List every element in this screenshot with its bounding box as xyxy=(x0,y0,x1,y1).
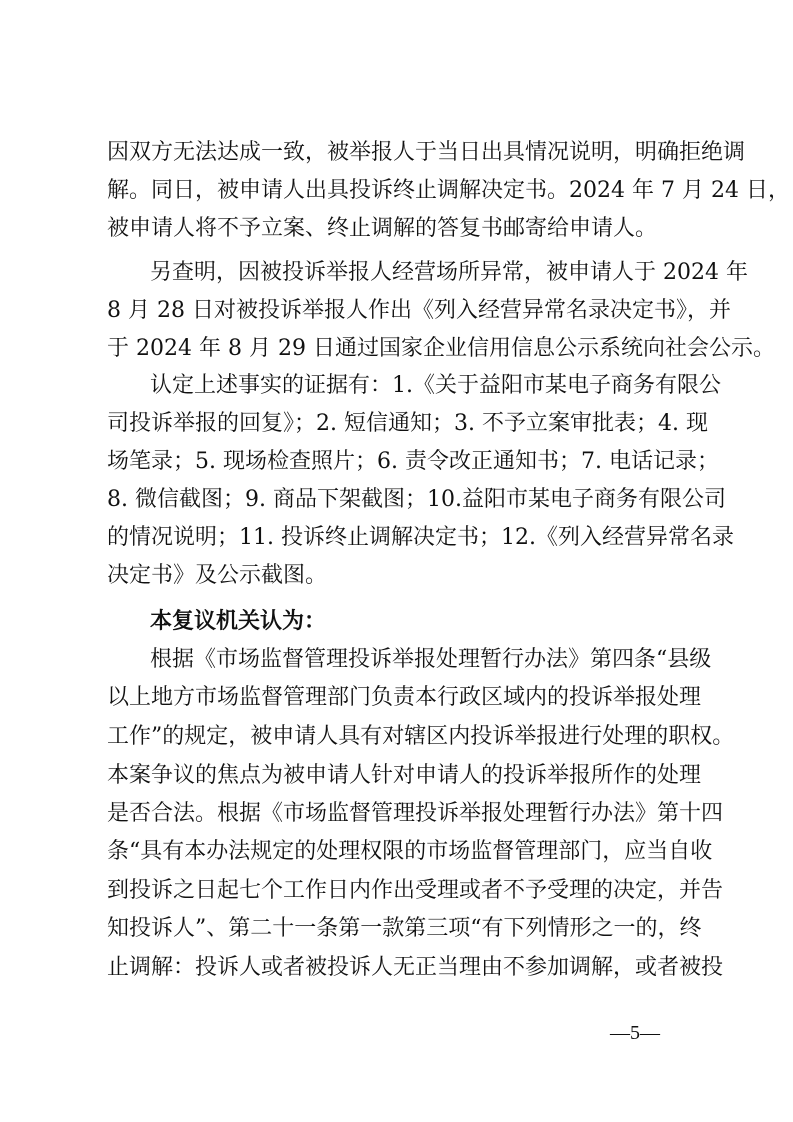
text-line: 根据《市场监督管理投诉举报处理暂行办法》第四条“县级 xyxy=(150,647,712,672)
text-line: 到投诉之日起七个工作日内作出受理或者不予受理的决定，并告 xyxy=(107,878,724,903)
text-line: 8. 微信截图；9. 商品下架截图；10.益阳市某电子商务有限公司 xyxy=(107,487,726,512)
text-line: 另查明，因被投诉举报人经营场所异常，被申请人于 2024 年 xyxy=(150,260,748,285)
text-line: 司投诉举报的回复》；2. 短信通知；3. 不予立案审批表；4. 现 xyxy=(107,411,708,436)
text-line: 的情况说明；11. 投诉终止调解决定书；12.《列入经营异常名录 xyxy=(107,525,734,550)
text-line: 工作”的规定，被申请人具有对辖区内投诉举报进行处理的职权。 xyxy=(107,724,735,749)
text-line: 认定上述事实的证据有：1.《关于益阳市某电子商务有限公 xyxy=(150,373,721,398)
text-line: 条“具有本办法规定的处理权限的市场监督管理部门，应当自收 xyxy=(107,839,713,864)
section-heading: 本复议机关认为： xyxy=(150,609,327,634)
text-line: 解。同日，被申请人出具投诉终止调解决定书。2024 年 7 月 24 日， xyxy=(107,178,790,203)
text-line: 知投诉人”、第二十一条第一款第三项“有下列情形之一的，终 xyxy=(107,916,702,941)
text-line: 决定书》及公示截图。 xyxy=(107,563,328,588)
text-line: 被申请人将不予立案、终止调解的答复书邮寄给申请人。 xyxy=(107,216,658,241)
text-line: 是否合法。根据《市场监督管理投诉举报处理暂行办法》第十四 xyxy=(107,801,724,826)
text-line: 场笔录；5. 现场检查照片；6. 责令改正通知书；7. 电话记录； xyxy=(107,449,719,474)
text-line: 8 月 28 日对被投诉举报人作出《列入经营异常名录决定书》，并 xyxy=(107,298,731,323)
text-line: 于 2024 年 8 月 29 日通过国家企业信用信息公示系统向社会公示。 xyxy=(107,336,775,361)
text-line: 本案争议的焦点为被申请人针对申请人的投诉举报所作的处理 xyxy=(107,763,702,788)
text-line: 止调解：投诉人或者被投诉人无正当理由不参加调解，或者被投 xyxy=(107,955,724,980)
page-number: —5— xyxy=(610,1022,660,1044)
text-line: 因双方无法达成一致，被举报人于当日出具情况说明，明确拒绝调 xyxy=(107,140,746,165)
text-line: 以上地方市场监督管理部门负责本行政区域内的投诉举报处理 xyxy=(107,685,702,710)
